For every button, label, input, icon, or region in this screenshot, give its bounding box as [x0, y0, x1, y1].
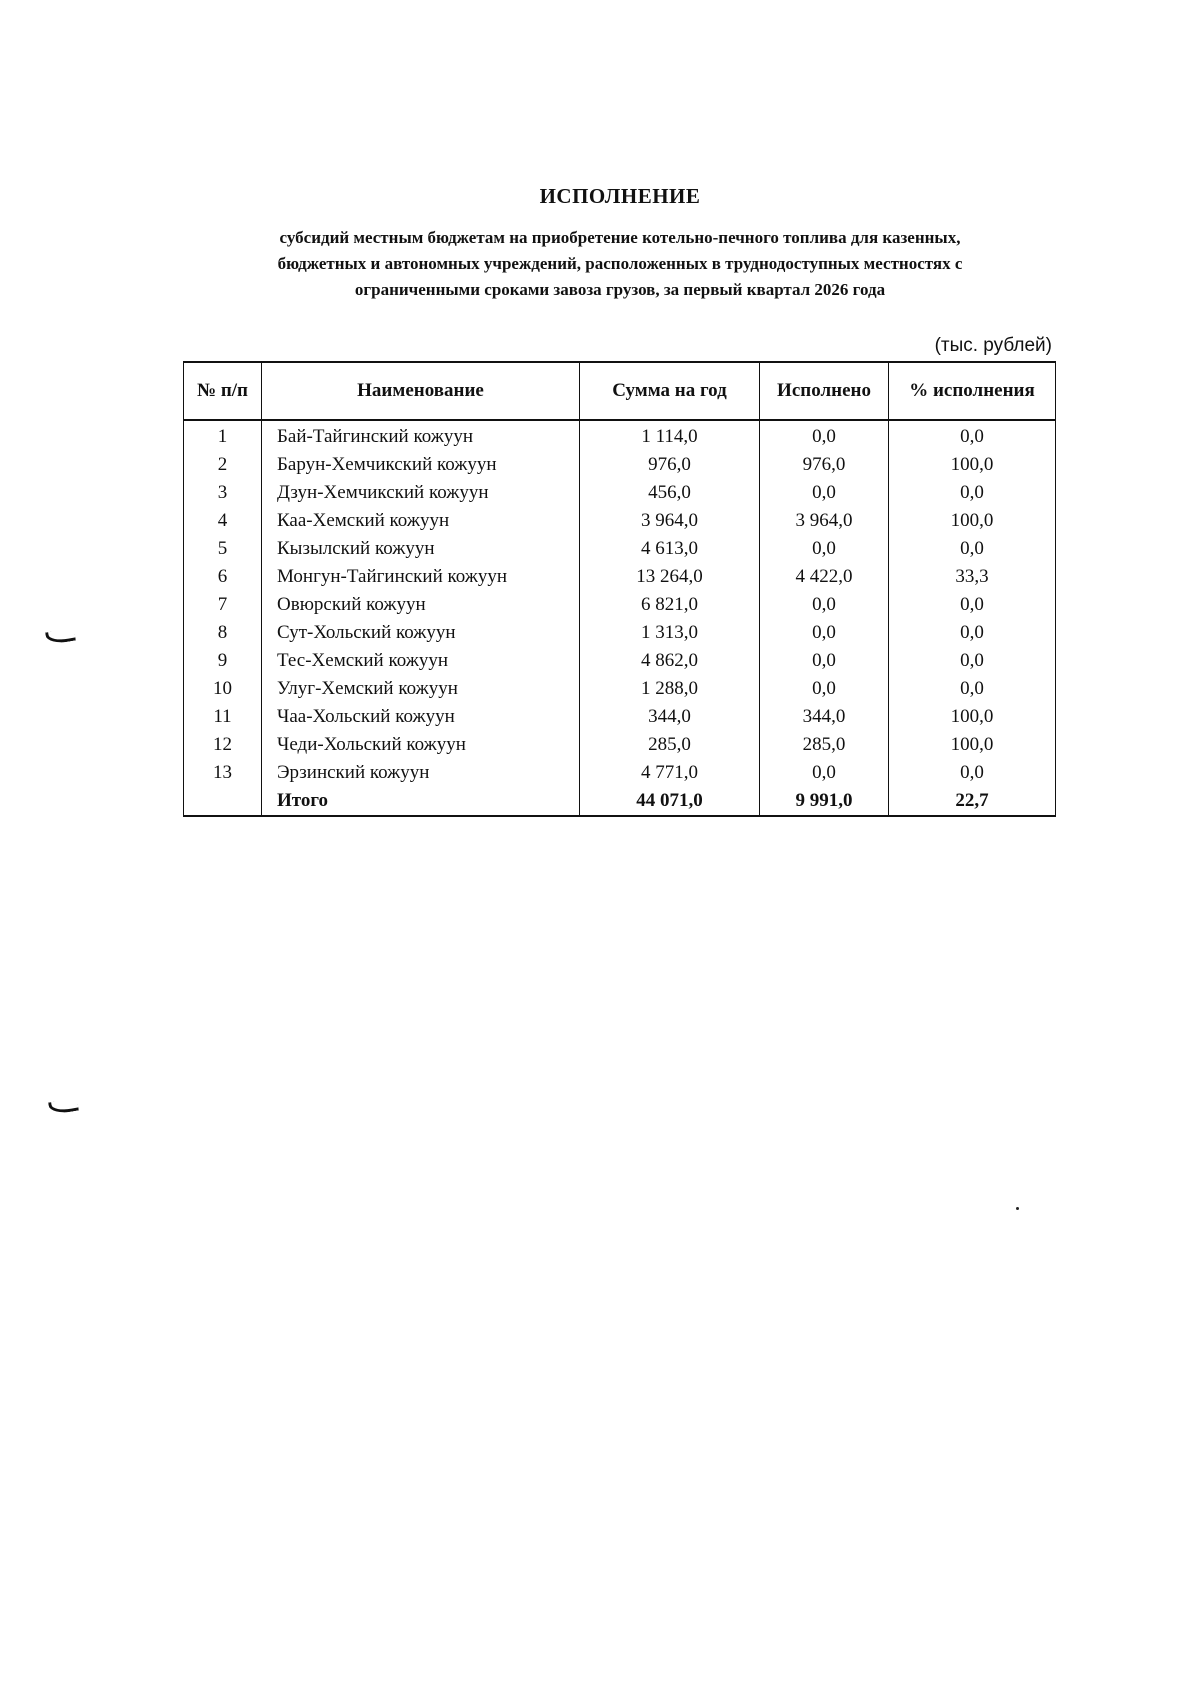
row-number: 11	[184, 703, 262, 731]
row-annual-sum: 1 313,0	[580, 619, 760, 647]
table-row	[184, 675, 1056, 703]
row-number: 2	[184, 451, 262, 479]
subtitle-line: субсидий местным бюджетам на приобретение котельно-печного топлива для казенных,	[279, 228, 961, 247]
document-title: ИСПОЛНЕНИЕ	[539, 184, 701, 208]
row-annual-sum: 456,0	[580, 479, 760, 507]
row-name: Тес-Хемский кожуун	[262, 647, 580, 675]
row-name: Эрзинский кожуун	[262, 759, 580, 787]
table-row	[184, 420, 1056, 451]
row-annual-sum: 4 862,0	[580, 647, 760, 675]
table-row	[184, 479, 1056, 507]
total-row	[184, 787, 1056, 816]
row-percent: 0,0	[889, 591, 1056, 619]
row-name: Дзун-Хемчикский кожуун	[262, 479, 580, 507]
row-number: 8	[184, 619, 262, 647]
row-annual-sum: 3 964,0	[580, 507, 760, 535]
row-number: 5	[184, 535, 262, 563]
table-body	[184, 420, 1056, 816]
row-name: Улуг-Хемский кожуун	[262, 675, 580, 703]
table-row	[184, 451, 1056, 479]
row-name: Овюрский кожуун	[262, 591, 580, 619]
row-number: 1	[184, 420, 262, 451]
row-number: 3	[184, 479, 262, 507]
row-percent: 100,0	[889, 451, 1056, 479]
row-executed: 0,0	[760, 591, 889, 619]
row-executed: 0,0	[760, 675, 889, 703]
row-executed: 285,0	[760, 731, 889, 759]
row-percent: 0,0	[889, 759, 1056, 787]
row-name: Кызылский кожуун	[262, 535, 580, 563]
row-annual-sum: 4 613,0	[580, 535, 760, 563]
row-name: Каа-Хемский кожуун	[262, 507, 580, 535]
table-row	[184, 535, 1056, 563]
header-executed: Исполнено	[760, 362, 889, 420]
table-row	[184, 563, 1056, 591]
row-executed: 976,0	[760, 451, 889, 479]
row-executed: 0,0	[760, 619, 889, 647]
header-annual-sum: Сумма на год	[580, 362, 760, 420]
row-name: Монгун-Тайгинский кожуун	[262, 563, 580, 591]
row-name: Бай-Тайгинский кожуун	[262, 420, 580, 451]
table-header-row	[184, 362, 1056, 420]
table-row	[184, 619, 1056, 647]
units-label: (тыс. рублей)	[934, 335, 1052, 356]
header-name: Наименование	[262, 362, 580, 420]
header-number: № п/п	[184, 362, 262, 420]
row-name: Сут-Хольский кожуун	[262, 619, 580, 647]
row-annual-sum: 1 288,0	[580, 675, 760, 703]
row-executed: 0,0	[760, 479, 889, 507]
row-annual-sum: 1 114,0	[580, 420, 760, 451]
scan-dot	[1016, 1207, 1019, 1210]
total-number	[184, 787, 262, 816]
header-percent: % исполнения	[889, 362, 1056, 420]
row-percent: 0,0	[889, 619, 1056, 647]
row-annual-sum: 13 264,0	[580, 563, 760, 591]
row-percent: 100,0	[889, 703, 1056, 731]
row-percent: 0,0	[889, 420, 1056, 451]
table-row	[184, 703, 1056, 731]
row-annual-sum: 6 821,0	[580, 591, 760, 619]
total-executed: 9 991,0	[760, 787, 889, 816]
table-row	[184, 507, 1056, 535]
row-annual-sum: 344,0	[580, 703, 760, 731]
row-annual-sum: 4 771,0	[580, 759, 760, 787]
row-number: 12	[184, 731, 262, 759]
row-annual-sum: 976,0	[580, 451, 760, 479]
row-executed: 0,0	[760, 420, 889, 451]
row-number: 13	[184, 759, 262, 787]
row-percent: 0,0	[889, 647, 1056, 675]
row-executed: 0,0	[760, 535, 889, 563]
row-percent: 100,0	[889, 731, 1056, 759]
row-percent: 0,0	[889, 479, 1056, 507]
row-number: 7	[184, 591, 262, 619]
row-executed: 0,0	[760, 647, 889, 675]
execution-table	[183, 361, 1056, 817]
row-executed: 344,0	[760, 703, 889, 731]
total-name: Итого	[262, 787, 580, 816]
row-number: 10	[184, 675, 262, 703]
row-executed: 4 422,0	[760, 563, 889, 591]
row-number: 9	[184, 647, 262, 675]
row-name: Чеди-Хольский кожуун	[262, 731, 580, 759]
document-subtitle	[190, 225, 1050, 303]
row-number: 6	[184, 563, 262, 591]
total-percent: 22,7	[889, 787, 1056, 816]
scan-mark	[45, 628, 76, 646]
table-row	[184, 591, 1056, 619]
row-name: Чаа-Хольский кожуун	[262, 703, 580, 731]
row-percent: 0,0	[889, 675, 1056, 703]
row-percent: 100,0	[889, 507, 1056, 535]
table-row	[184, 759, 1056, 787]
row-number: 4	[184, 507, 262, 535]
total-annual-sum: 44 071,0	[580, 787, 760, 816]
row-executed: 0,0	[760, 759, 889, 787]
row-percent: 33,3	[889, 563, 1056, 591]
row-executed: 3 964,0	[760, 507, 889, 535]
scan-mark	[48, 1098, 79, 1116]
row-percent: 0,0	[889, 535, 1056, 563]
subtitle-line: ограниченными сроками завоза грузов, за первый квартал 2026 года	[354, 280, 886, 299]
row-name: Барун-Хемчикский кожуун	[262, 451, 580, 479]
subtitle-line: бюджетных и автономных учреждений, расположенных в труднодоступных местностях с	[277, 254, 963, 273]
table-row	[184, 647, 1056, 675]
row-annual-sum: 285,0	[580, 731, 760, 759]
table-row	[184, 731, 1056, 759]
